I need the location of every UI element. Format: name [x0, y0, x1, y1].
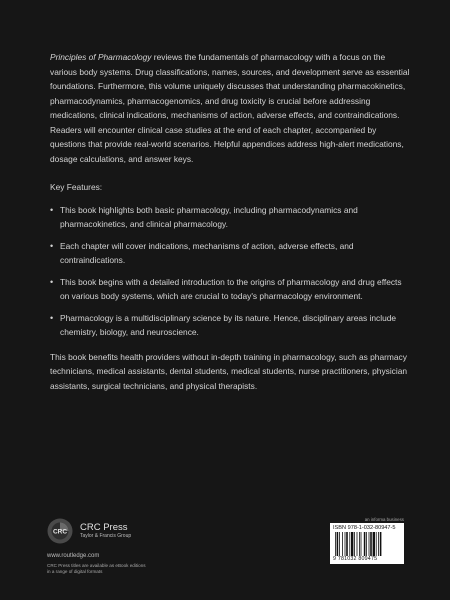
- barcode-bar: [380, 532, 382, 556]
- barcode-bar: [364, 532, 366, 556]
- bullet-icon: •: [50, 312, 54, 323]
- feature-item: [50, 203, 412, 232]
- barcode-bar: [342, 532, 343, 556]
- barcode-bar: [349, 532, 350, 556]
- barcode-bar: [339, 532, 340, 556]
- key-features-heading: Key Features:: [50, 182, 103, 192]
- barcode-bar: [354, 532, 355, 556]
- publisher-name: CRC Press: [80, 522, 128, 533]
- bullet-icon: •: [50, 240, 54, 251]
- intro-paragraph: [50, 50, 412, 166]
- barcode-bars: [333, 532, 401, 556]
- isbn-number: ISBN 978-1-032-80947-5: [333, 525, 396, 531]
- feature-item: [50, 311, 412, 340]
- bullet-icon: •: [50, 276, 54, 287]
- barcode-bar: [370, 532, 372, 556]
- barcode-label: an informa business: [364, 517, 404, 522]
- feature-list: [50, 203, 412, 340]
- book-description: [50, 50, 412, 393]
- feature-text: This book begins with a detailed introduction to the origins of pharmacology and drug effects on various body systems, which are crucial to today's pharmacology environment.: [60, 276, 402, 301]
- publisher-name-block: [80, 522, 131, 540]
- barcode-box: [330, 523, 404, 564]
- barcode-bar: [369, 532, 370, 556]
- barcode-bar: [366, 532, 367, 556]
- publisher-block: [47, 518, 247, 575]
- bullet-icon: •: [50, 204, 54, 215]
- barcode-digits: 9 781032 809475: [333, 556, 378, 562]
- svg-text:CRC: CRC: [52, 528, 68, 536]
- barcode-bar: [378, 532, 379, 556]
- closing-paragraph: This book benefits health providers without in-depth training in pharmacology, such as pharmacy technicians, medical assistants, dental students, medical students, nurse practitioners, physician assistants, surgical technicians, and physical therapists.: [50, 351, 408, 391]
- publisher-url: www.routledge.com: [47, 553, 100, 559]
- barcode-bar: [351, 532, 353, 556]
- barcode-bar: [335, 532, 336, 556]
- publisher-note-line: CRC Press titles are available as eBook editions: [47, 563, 146, 568]
- publisher-logo-row: [47, 518, 247, 544]
- feature-item: [50, 239, 412, 268]
- feature-text: Each chapter will cover indications, mechanisms of action, adverse effects, and contraindications.: [60, 240, 354, 265]
- intro-text: reviews the fundamentals of pharmacology with a focus on the various body systems. Drug classifications, names, sources, and development serve as essential foundations. Furthermore, this volume uniquely discusses that understanding pharmacokinetics, pharmacodynamics, pharmacogenomics, and drug toxicity is crucial before addressing medications, clinical indications, mechanisms of action, adverse effects, and contraindications. Readers will encounter clinical case studies at the end of each chapter, accompanied by questions that provide real-world scenarios. Helpful appendices address high-alert medications, dosage calculations, and answer keys.: [50, 52, 410, 164]
- publisher-note-line: in a range of digital formats: [47, 569, 103, 574]
- publisher-group: Taylor & Francis Group: [80, 533, 132, 539]
- crc-logo-icon: [47, 518, 73, 544]
- barcode-bar: [345, 532, 346, 556]
- barcode-bar: [373, 532, 375, 556]
- barcode-area: [330, 517, 404, 564]
- publisher-note: [47, 563, 247, 575]
- barcode-bar: [346, 532, 348, 556]
- barcode-bar: [357, 532, 358, 556]
- barcode-bar: [337, 532, 339, 556]
- feature-text: Pharmacology is a multidisciplinary science by its nature. Hence, disciplinary areas include chemistry, biology, and neuroscience.: [60, 312, 397, 337]
- book-title: Principles of Pharmacology: [50, 52, 152, 62]
- feature-item: [50, 275, 412, 304]
- feature-text: This book highlights both basic pharmacology, including pharmacodynamics and pharmacokinetics, and clinical pharmacology.: [60, 204, 358, 229]
- barcode-bar: [361, 532, 362, 556]
- barcode-bar: [359, 532, 360, 556]
- barcode-bar: [376, 532, 377, 556]
